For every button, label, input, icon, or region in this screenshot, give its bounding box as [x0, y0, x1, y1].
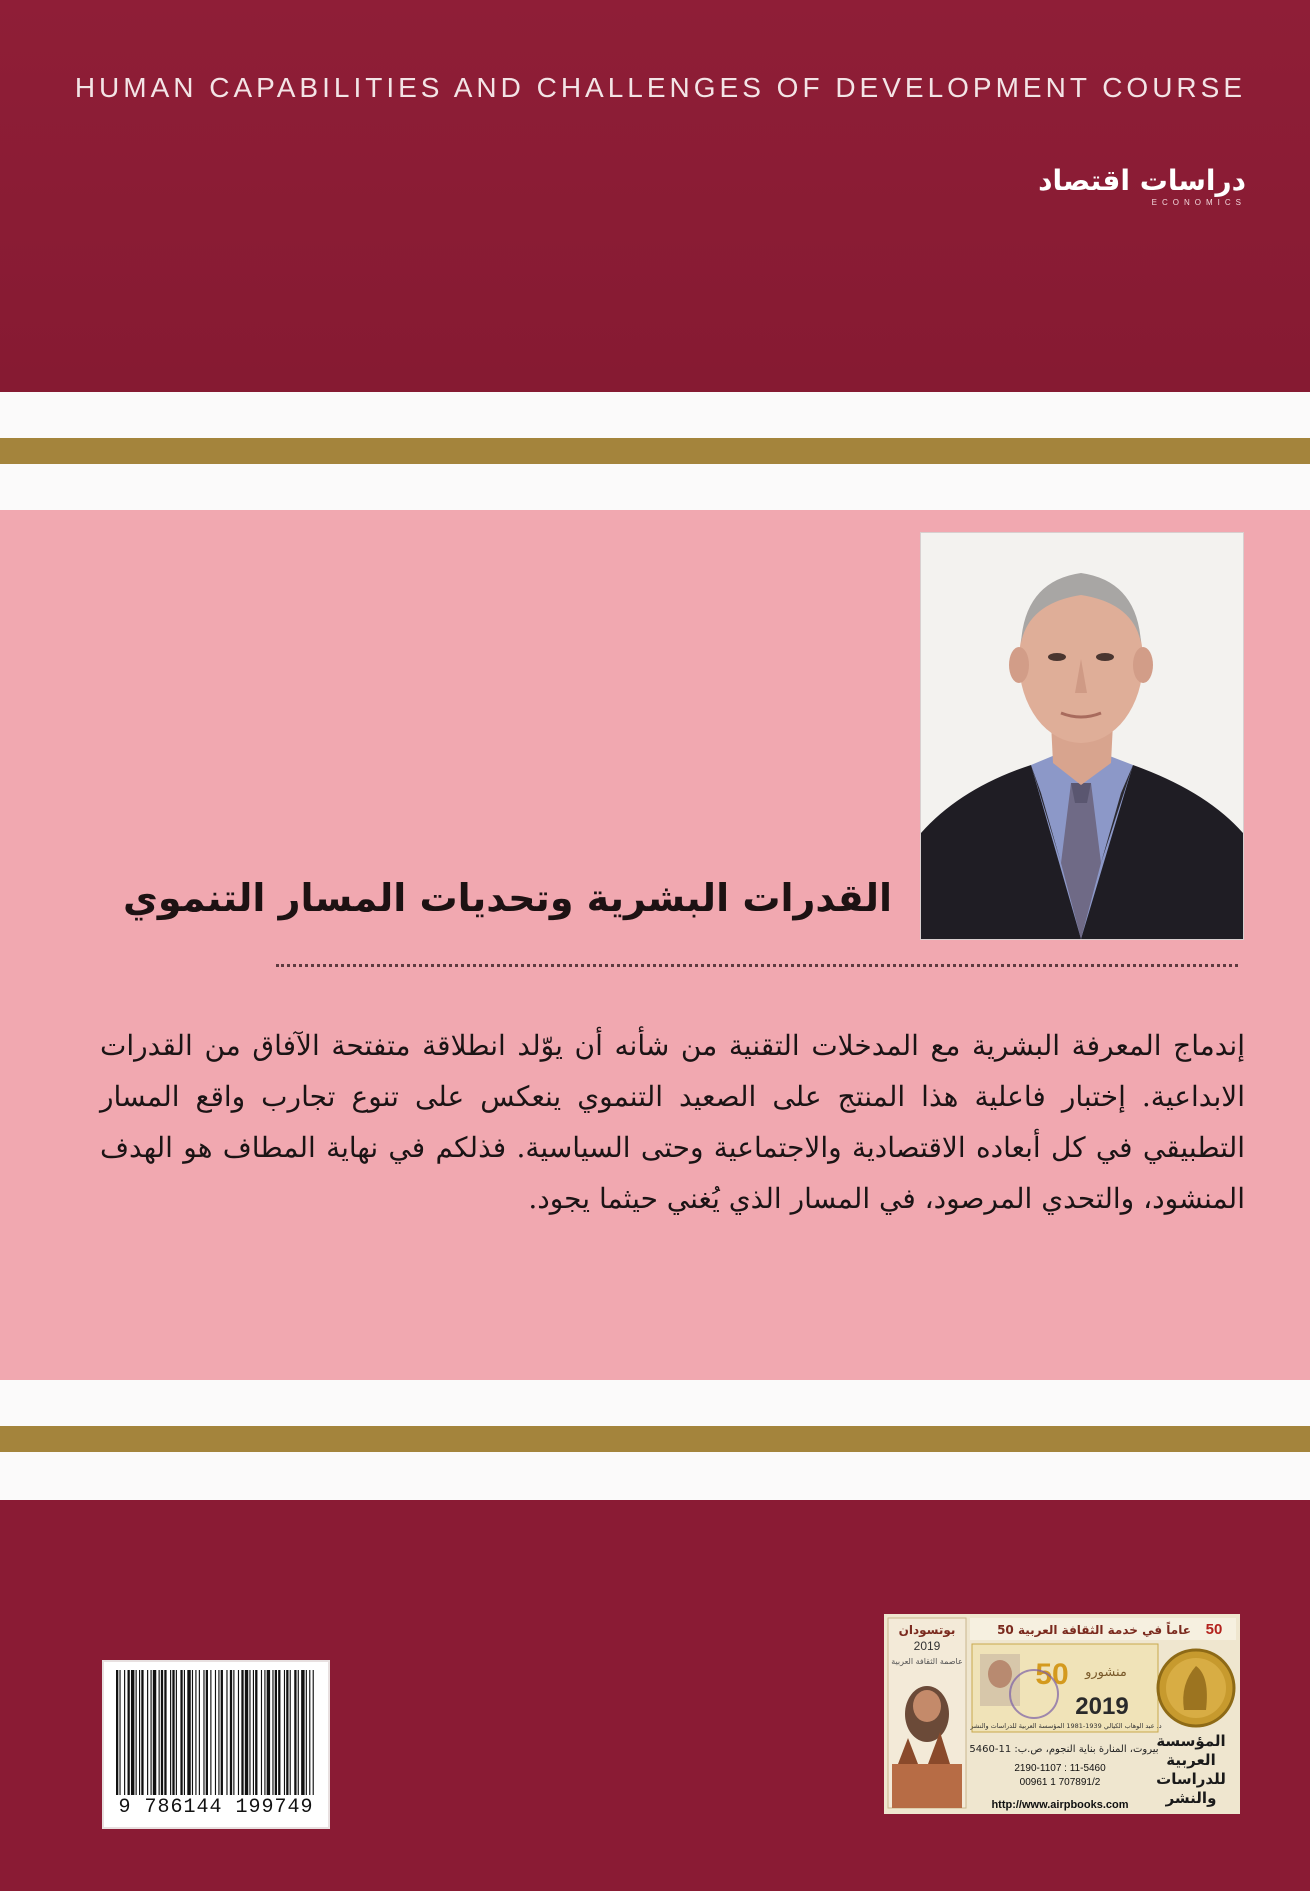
barcode-bar: [309, 1670, 310, 1795]
barcode-bar: [170, 1670, 171, 1795]
series-title: HUMAN CAPABILITIES AND CHALLENGES OF DEVELOPMENT COURSE: [74, 72, 1246, 103]
barcode-bar: [264, 1670, 265, 1795]
barcode-bar: [147, 1670, 148, 1795]
barcode-bar: [176, 1670, 177, 1795]
barcode-bar: [161, 1670, 163, 1795]
barcode-bar: [245, 1670, 248, 1795]
barcode-bar: [230, 1670, 232, 1795]
barcode-bar: [151, 1670, 152, 1795]
barcode-bar: [180, 1670, 182, 1795]
barcode-bar: [139, 1670, 140, 1795]
bottom-white-stripe-2: [0, 1452, 1310, 1500]
stamp-left-sub: عاصمة الثقافة العربية: [891, 1657, 963, 1666]
series-logo: [1038, 166, 1246, 207]
publisher-phone-1: 2190-1107 : 11-5460: [1014, 1763, 1106, 1774]
barcode-bar: [119, 1670, 120, 1795]
book-title: القدرات البشرية وتحديات المسار التنموي: [123, 876, 892, 920]
barcode-bar: [218, 1670, 219, 1795]
barcode-bar: [136, 1670, 137, 1795]
book-blurb: إندماج المعرفة البشرية مع المدخلات التقنية من شأنه أن يوّلد انطلاقة متفتحة الآفاق من القدرات الابداعية. إختبار فاعلية هذا المنتج على الصعيد التنموي ينعكس على تنوع تجارب واقع المسار التطبيقي في كل أبعاده الاقتصادية والاجتماعية وحتى السياسية. فذلكم في نهاية المطاف هو الهدف المنشود، والتحدي المرصود، في المسار الذي يُغني حيثما يجود.: [100, 1029, 1245, 1215]
barcode-bar: [238, 1670, 239, 1795]
series-logo-arabic: دراسات اقتصاد: [1038, 164, 1246, 197]
barcode-bar: [241, 1670, 243, 1795]
barcode-bar: [298, 1670, 299, 1795]
barcode-bar: [159, 1670, 160, 1795]
barcode-bar: [286, 1670, 288, 1795]
top-white-stripe-2: [0, 464, 1310, 510]
top-white-stripe-1: [0, 392, 1310, 438]
barcode-bar: [192, 1670, 193, 1795]
stamp-banner: 50 عاماً في خدمة الثقافة العربية: [997, 1623, 1191, 1637]
barcode-bar: [116, 1670, 118, 1795]
barcode-bar: [172, 1670, 174, 1795]
publisher-website: http://www.airpbooks.com: [991, 1799, 1129, 1811]
barcode-bar: [164, 1670, 166, 1795]
publisher-phones: [980, 1762, 1140, 1790]
stamp-left-title: بوتسودان: [898, 1623, 956, 1637]
author-photo: [920, 532, 1244, 940]
publisher-name: المؤسسة العربية للدراسات والنشر: [1156, 1732, 1226, 1807]
barcode-bar: [253, 1670, 254, 1795]
barcode-bar: [275, 1670, 277, 1795]
barcode-bar: [272, 1670, 273, 1795]
barcode-bar: [313, 1670, 314, 1795]
barcode-bar: [203, 1670, 204, 1795]
barcode-bar: [210, 1670, 211, 1795]
bottom-gold-stripe: [0, 1426, 1310, 1452]
barcode-bar: [261, 1670, 262, 1795]
barcode-bar: [294, 1670, 296, 1795]
barcode-bar: [284, 1670, 285, 1795]
stamp-caption: د. عبد الوهاب الكيالي 1939-1981 المؤسسة العربية للدراسات والنشر: [970, 1722, 1162, 1730]
barcode-bar: [233, 1670, 234, 1795]
barcode-bar: [199, 1670, 200, 1795]
barcode-bar: [128, 1670, 130, 1795]
barcode-bar: [215, 1670, 216, 1795]
isbn-number: 9 786144 199749: [118, 1796, 314, 1819]
barcode-bar: [267, 1670, 270, 1795]
barcode-bar: [195, 1670, 196, 1795]
stamp-left-year: 2019: [913, 1639, 941, 1653]
barcode-icon: [114, 1670, 318, 1795]
stamp-center-year: 2019: [1075, 1693, 1129, 1720]
barcode-bar: [221, 1670, 223, 1795]
barcode-bar: [255, 1670, 257, 1795]
barcode-bar: [124, 1670, 125, 1795]
barcode-bar: [278, 1670, 280, 1795]
barcode-bar: [290, 1670, 291, 1795]
barcode-bar: [226, 1670, 227, 1795]
barcode-bar: [306, 1670, 307, 1795]
barcode-bar: [206, 1670, 208, 1795]
barcode-bar: [187, 1670, 190, 1795]
series-logo-english: ECONOMICS: [1151, 198, 1246, 207]
stamp-center-big: 50: [1035, 1658, 1069, 1691]
stamp-address: بيروت، المنارة بناية النجوم، ص.ب: 11-5460: [969, 1744, 1159, 1755]
barcode-bar: [153, 1670, 156, 1795]
barcode-bar: [249, 1670, 250, 1795]
dotted-divider: [276, 964, 1238, 967]
barcode-bar: [301, 1670, 304, 1795]
barcode: [102, 1660, 330, 1829]
barcode-bar: [184, 1670, 185, 1795]
svg-text:50: 50: [1205, 1621, 1223, 1638]
barcode-bar: [141, 1670, 143, 1795]
top-maroon-band: [0, 0, 1310, 392]
publisher-phone-2: 00961 1 707891/2: [1019, 1777, 1101, 1788]
top-gold-stripe: [0, 438, 1310, 464]
bottom-white-stripe-1: [0, 1380, 1310, 1426]
stamp-center-sub: منشورو: [1085, 1665, 1127, 1680]
barcode-bar: [131, 1670, 134, 1795]
author-portrait-icon: [921, 533, 1243, 939]
